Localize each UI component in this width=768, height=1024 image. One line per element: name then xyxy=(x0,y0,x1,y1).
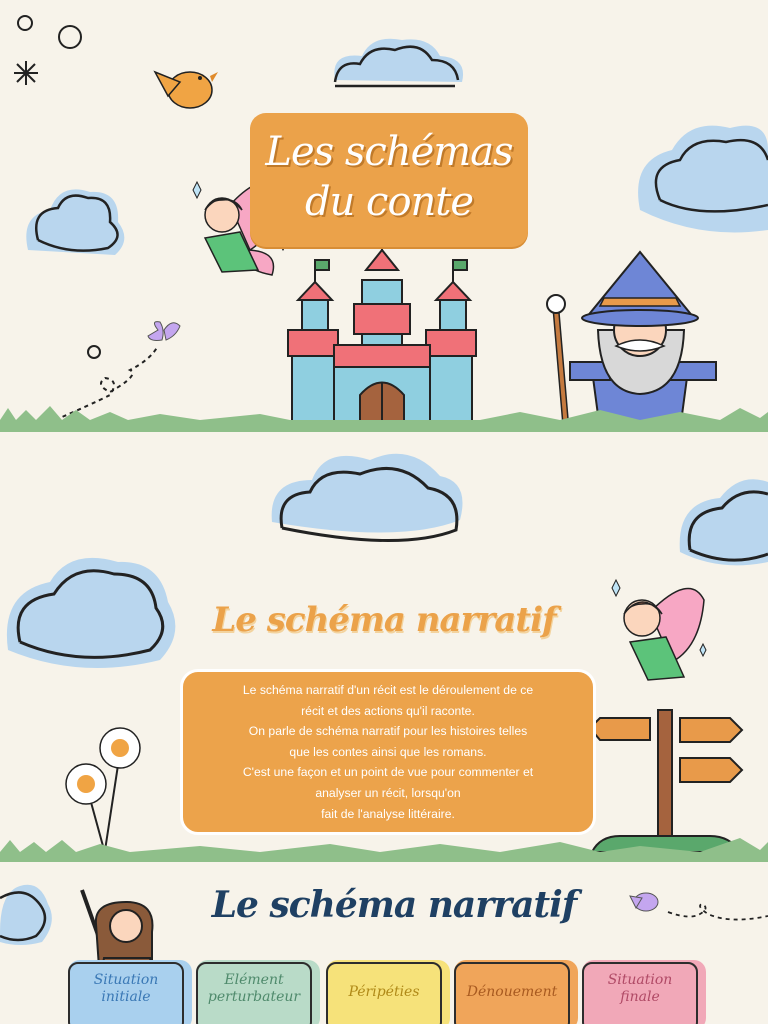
asterisk-icon xyxy=(14,61,38,85)
definition-line: récit et des actions qu'il raconte. xyxy=(301,703,475,718)
step-card-situation-finale xyxy=(582,962,698,1024)
definition-line: que les contes ainsi que les romans. xyxy=(289,744,487,759)
step-label: Situation xyxy=(607,972,673,988)
title-line-2: du conte xyxy=(304,179,474,225)
cloud-icon xyxy=(638,126,768,233)
step-label: Péripéties xyxy=(348,984,420,1000)
definition-line: Le schéma narratif d'un récit est le déroulement de ce xyxy=(242,683,534,697)
flower-icon xyxy=(66,728,140,857)
cloud-icon xyxy=(334,39,463,86)
definition-line: analyser un récit, lorsqu'on xyxy=(315,785,461,800)
slide-1 xyxy=(0,0,768,432)
cloud-icon xyxy=(26,189,124,255)
step-card-situation-initiale xyxy=(68,962,184,1024)
definition-line: fait de l'analyse littéraire. xyxy=(321,806,455,821)
bird-icon xyxy=(155,72,218,108)
slide-3 xyxy=(0,862,768,1024)
step-label: finale xyxy=(620,989,660,1005)
circle-icon xyxy=(59,26,81,48)
title-line-1: Les schémas xyxy=(265,129,513,175)
definition-box xyxy=(180,669,596,835)
definition-line: C'est une façon et un point de vue pour commenter et xyxy=(242,765,534,780)
cloud-icon xyxy=(680,479,768,565)
slide-2 xyxy=(0,432,768,862)
definition-line: On parle de schéma narratif pour les histoires telles xyxy=(248,724,528,739)
small-circle-icon xyxy=(18,16,32,30)
step-label: Situation xyxy=(93,972,159,988)
step-card-element-perturbateur xyxy=(196,962,312,1024)
step-label: Dénouement xyxy=(466,984,558,1000)
page-title xyxy=(250,127,528,227)
butterfly-icon xyxy=(148,322,180,341)
section-title: Le schéma narratif xyxy=(212,600,556,640)
cloud-icon xyxy=(272,454,463,541)
step-card-denouement xyxy=(454,962,570,1024)
step-label: perturbateur xyxy=(207,989,301,1005)
step-label: initiale xyxy=(101,989,151,1005)
wizard-icon xyxy=(547,252,716,430)
castle-icon xyxy=(288,236,476,428)
signpost-icon xyxy=(590,710,742,852)
step-card-peripeties xyxy=(326,962,442,1024)
section-title: Le schéma narratif xyxy=(211,884,577,926)
step-label: Elément xyxy=(224,972,284,988)
title-box xyxy=(250,113,528,247)
